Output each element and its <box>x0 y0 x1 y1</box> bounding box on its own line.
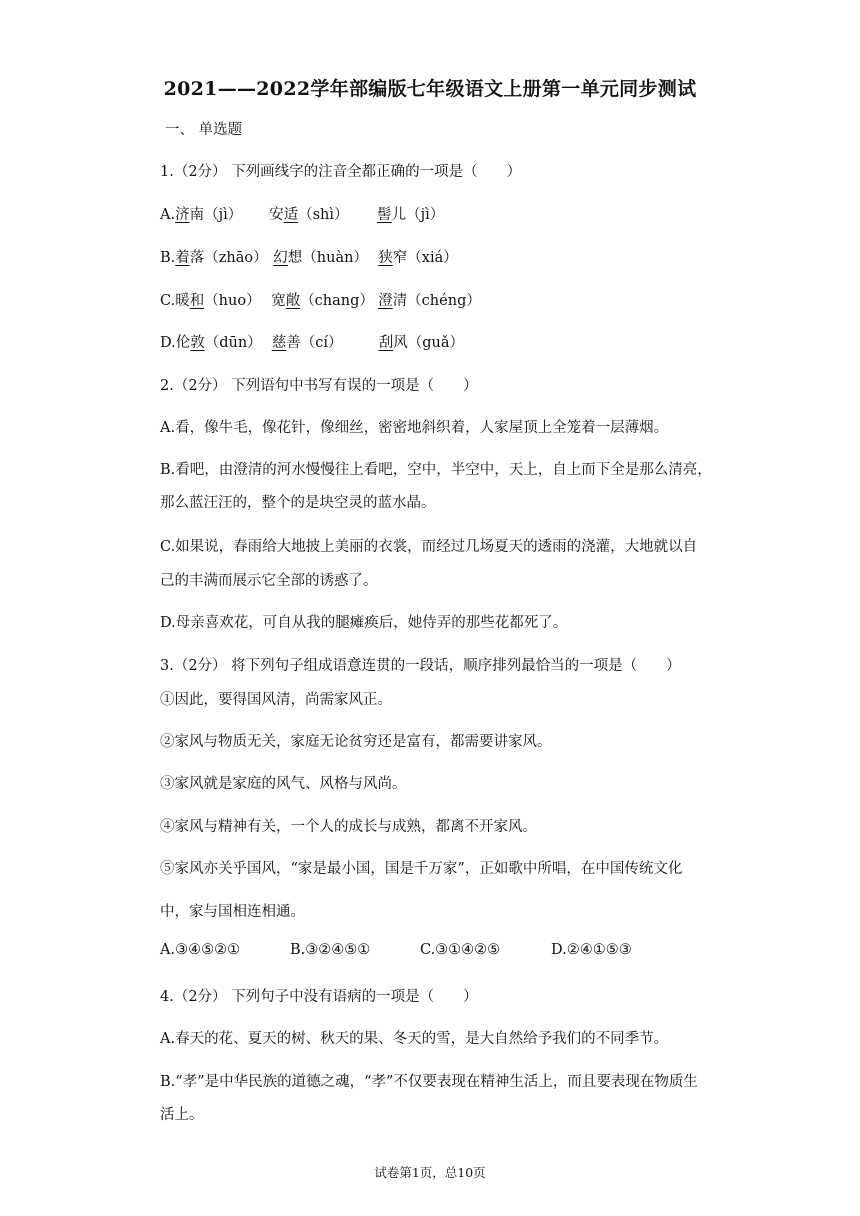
question-1-option-a: A.济南（jì） 安适（shì） 髻儿（jì） <box>160 203 444 224</box>
option-item: A.③④⑤②① <box>160 942 241 958</box>
option-item: B.③②④⑤① <box>290 942 371 958</box>
question-4-option-b: B.“孝”是中华民族的道德之魂，“孝”不仅要表现在精神生活上，而且要表现在物质生 <box>160 1074 698 1090</box>
page-footer: 试卷第1页，总10页 <box>374 1165 486 1180</box>
question-1-stem: 1.（2分） 下列画线字的注音全都正确的一项是（ ） <box>160 164 522 180</box>
question-3-sentence-4: ④家风与精神有关，一个人的成长与成熟，都离不开家风。 <box>160 819 537 835</box>
question-2-option-b-cont: 那么蓝汪汪的，整个的是块空灵的蓝水晶。 <box>160 495 436 511</box>
question-3-stem: 3.（2分） 将下列句子组成语意连贯的一段话，顺序排列最恰当的一项是（ ） <box>160 658 681 674</box>
question-3-options <box>160 942 632 958</box>
question-2-option-b: B.看吧，由澄清的河水慢慢往上看吧，空中，半空中，天上，自上而下全是那么清亮， <box>160 462 712 478</box>
option-item: 髻儿（jì） <box>377 207 445 223</box>
page-title: 2021——2022学年部编版七年级语文上册第一单元同步测试 <box>163 78 697 100</box>
question-3-sentence-3: ③家风就是家庭的风气、风格与风尚。 <box>160 776 407 792</box>
question-2-option-a: A.看，像牛毛，像花针，像细丝，密密地斜织着，人家屋顶上全笼着一层薄烟。 <box>160 420 669 436</box>
option-item: 着落（zhāo） <box>175 250 268 266</box>
question-3-sentence-2: ②家风与物质无关，家庭无论贫穷还是富有，都需要讲家风。 <box>160 734 552 750</box>
option-item: 安适（shì） <box>269 207 349 223</box>
question-3-sentence-1: ①因此，要得国风清，尚需家风正。 <box>160 692 392 708</box>
question-2-option-d: D.母亲喜欢花，可自从我的腿瘫痪后，她侍弄的那些花都死了。 <box>160 615 568 631</box>
question-1-option-d: D.伦敦（dūn） 慈善（cí） 刮风（guǎ） <box>160 331 464 352</box>
option-item: 济南（jì） <box>175 207 243 223</box>
question-1-option-c: C.暖和（huo） 宽敞（chang） 澄清（chéng） <box>160 289 481 310</box>
section-heading: 一、 单选题 <box>165 122 243 138</box>
option-item: 狭窄（xiá） <box>378 250 458 266</box>
question-2-option-c: C.如果说，春雨给大地披上美丽的衣裳，而经过几场夏天的透雨的浇灌，大地就以自 <box>160 539 698 555</box>
option-item: 澄清（chéng） <box>378 293 481 309</box>
question-4-option-a: A.春天的花、夏天的树、秋天的果、冬天的雪，是大自然给予我们的不同季节。 <box>160 1031 669 1047</box>
option-item: 宽敞（chang） <box>271 293 374 309</box>
question-3-sentence-5: ⑤家风亦关乎国风，“家是最小国，国是千万家”，正如歌中所唱，在中国传统文化 <box>160 861 683 877</box>
option-item: 刮风（guǎ） <box>378 335 464 351</box>
option-item: 暖和（huo） <box>175 293 261 309</box>
question-4-stem: 4.（2分） 下列句子中没有语病的一项是（ ） <box>160 989 478 1005</box>
option-item: 幻想（huàn） <box>273 250 368 266</box>
option-item: C.③①④②⑤ <box>420 942 501 958</box>
question-3-sentence-5-cont: 中，家与国相连相通。 <box>160 904 305 920</box>
option-item: 伦敦（dūn） <box>175 335 262 351</box>
question-2-option-c-cont: 己的丰满而展示它全部的诱惑了。 <box>160 573 378 589</box>
question-2-stem: 2.（2分） 下列语句中书写有误的一项是（ ） <box>160 378 478 394</box>
question-4-option-b-cont: 活上。 <box>160 1107 204 1123</box>
option-item: 慈善（cí） <box>271 335 343 351</box>
question-1-option-b: B.着落（zhāo） 幻想（huàn） 狭窄（xiá） <box>160 246 458 267</box>
option-item: D.②④①⑤③ <box>551 942 632 958</box>
